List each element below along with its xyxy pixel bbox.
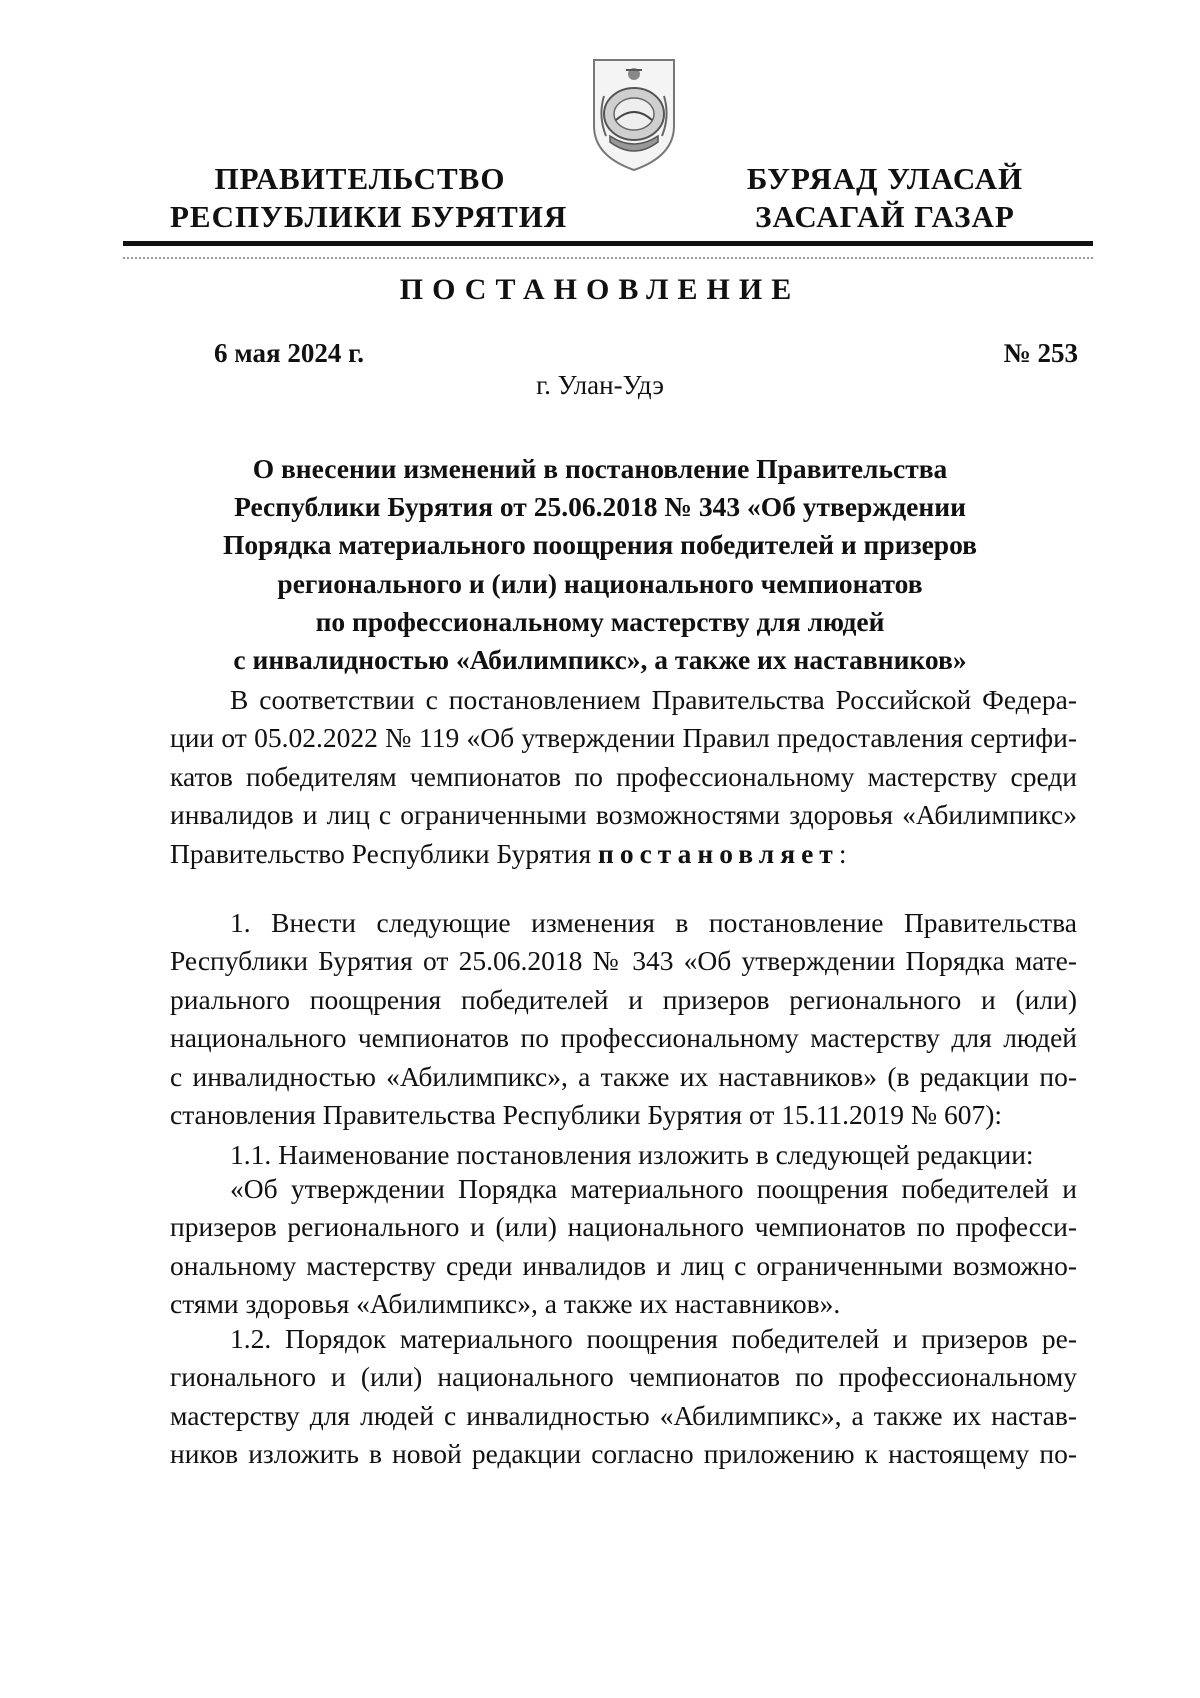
item-1-1-quote [170, 1170, 1077, 1324]
title-line: О внесении изменений в постановление Правительства [252, 453, 948, 484]
text-line: стями здоровья «Абилимпикс», а также их наставников». [170, 1288, 841, 1320]
title-line: Республики Бурятия от 25.06.2018 № 343 «Об утверждении [234, 491, 966, 523]
text-line: ции от 05.02.2022 № 119 «Об утверждении Правил предоставления сертифи- [170, 722, 1077, 754]
text-line: «Об утверждении Порядка материального поощрения победителей и [230, 1173, 1077, 1204]
text-line: 1.1. Наименование постановления изложить в следующей редакции: [230, 1139, 1034, 1170]
org-name-russian [170, 160, 568, 236]
item-1-2-paragraph [170, 1320, 1077, 1474]
org-name-line: БУРЯАД УЛАСАЙ [746, 161, 1024, 196]
org-name-buryat [740, 160, 1030, 236]
resolution-word: постановляет [598, 837, 839, 869]
text-line: Республики Бурятия от 25.06.2018 № 343 «Об утверждении Порядка мате- [170, 945, 1077, 977]
text-line: инвалидов и лиц с ограниченными возможностями здоровья «Абилимпикс» [170, 799, 1077, 831]
coat-of-arms-icon [588, 56, 680, 174]
text-line: ников изложить в новой редакции согласно приложению к настоящему по- [170, 1438, 1077, 1470]
item-1-1-paragraph [170, 1136, 1077, 1174]
title-line: регионального и (или) национального чемпионатов [277, 567, 923, 599]
text-line: В соответствии с постановлением Правительства Российской Федера- [230, 684, 1077, 715]
document-place: г. Улан-Удэ [536, 370, 664, 400]
text-line: 1.2. Порядок материального поощрения победителей и призеров ре- [230, 1323, 1077, 1354]
document-number: № 253 [1003, 338, 1078, 368]
title-line: по профессиональному мастерству для людей [315, 605, 885, 637]
text-fragment: Правительство Республики Бурятия [170, 837, 598, 869]
item-1-paragraph [170, 904, 1077, 1134]
text-line: 1. Внести следующие изменения в постановление Правительства [230, 907, 1077, 938]
text-line: риального поощрения победителей и призеров регионального и (или) [170, 983, 1077, 1015]
text-line: национального чемпионатов по профессиональному мастерству для людей [170, 1022, 1077, 1054]
org-name-line: ЗАСАГАЙ ГАЗАР [755, 199, 1015, 234]
text-fragment: : [838, 837, 847, 869]
org-name-line: ПРАВИТЕЛЬСТВО [214, 161, 506, 196]
text-line [170, 835, 1077, 873]
document-title [170, 450, 1030, 679]
title-line: Порядка материального поощрения победителей и призеров [222, 529, 978, 561]
header-divider-dotted [123, 257, 1093, 259]
document-type: ПОСТАНОВЛЕНИЕ [399, 273, 801, 306]
text-line: призеров регионального и (или) национального чемпионатов по професси- [170, 1211, 1077, 1243]
document-date: 6 мая 2024 г. [214, 338, 365, 368]
org-name-line: РЕСПУБЛИКИ БУРЯТИЯ [170, 199, 568, 234]
title-line: с инвалидностью «Абилимпикс», а также их наставников» [233, 644, 967, 676]
header-divider [123, 241, 1093, 246]
text-line: ональному мастерству среди инвалидов и лиц с ограниченными возможно- [170, 1249, 1077, 1281]
text-line: становления Правительства Республики Бурятия от 15.11.2019 № 607): [170, 1099, 1003, 1131]
preamble-paragraph [170, 681, 1077, 873]
text-line: мастерству для людей с инвалидностью «Абилимпикс», а также их настав- [170, 1399, 1077, 1431]
text-line: катов победителям чемпионатов по профессиональному мастерству среди [170, 760, 1077, 792]
text-line: с инвалидностью «Абилимпикс», а также их наставников» (в редакции по- [170, 1060, 1077, 1092]
text-line: гионального и (или) национального чемпионатов по профессиональному [170, 1361, 1077, 1393]
